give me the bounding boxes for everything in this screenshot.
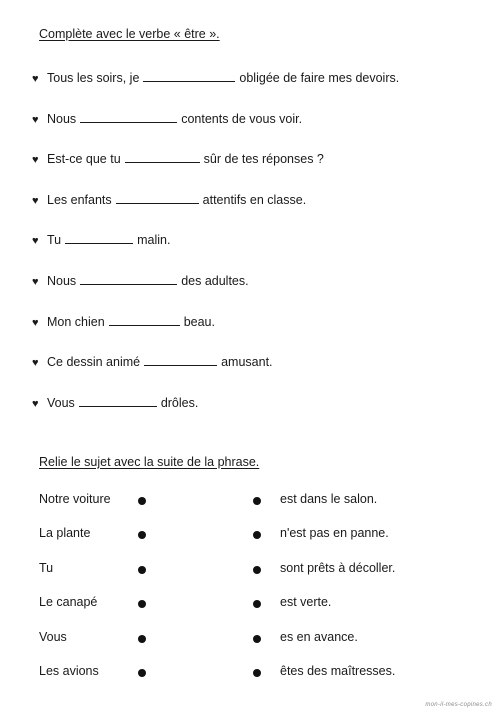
answer-blank[interactable]	[79, 394, 157, 407]
sentence-start: Mon chien	[47, 314, 105, 329]
answer-blank[interactable]	[109, 313, 180, 326]
sentence-end: beau.	[183, 314, 215, 329]
sentence-end: contents de vous voir.	[181, 111, 303, 126]
exercise1-title: Complète avec le verbe « être ».	[39, 27, 220, 41]
sentence-start: Tu	[47, 233, 62, 248]
heart-bullet-icon: ♥	[32, 154, 39, 167]
ending-label: est dans le salon.	[280, 492, 378, 506]
fill-in-list	[32, 69, 399, 434]
right-dot-icon[interactable]	[253, 635, 261, 643]
fill-in-item	[32, 394, 399, 435]
matching-row	[0, 630, 500, 664]
matching-row	[0, 492, 500, 526]
fill-in-item	[32, 313, 399, 354]
fill-in-item	[32, 272, 399, 313]
sentence-start: Nous	[47, 111, 77, 126]
heart-bullet-icon: ♥	[32, 235, 39, 248]
fill-in-item	[32, 231, 399, 272]
sentence-start: Vous	[47, 395, 75, 410]
answer-blank[interactable]	[65, 231, 133, 244]
subject-label: Notre voiture	[39, 492, 111, 506]
sentence-end: attentifs en classe.	[202, 192, 307, 207]
matching-row	[0, 664, 500, 698]
subject-label: Tu	[39, 560, 54, 575]
fill-in-item	[32, 191, 399, 232]
sentence-start: Est-ce que tu	[47, 152, 121, 167]
sentence-end: obligée de faire mes devoirs.	[239, 71, 400, 85]
heart-bullet-icon: ♥	[32, 275, 39, 288]
ending-label: es en avance.	[280, 629, 358, 644]
answer-blank[interactable]	[143, 69, 235, 82]
heart-bullet-icon: ♥	[32, 397, 39, 410]
heart-bullet-icon: ♥	[32, 194, 39, 207]
sentence-end: malin.	[137, 233, 171, 248]
right-dot-icon[interactable]	[253, 497, 261, 505]
right-dot-icon[interactable]	[253, 566, 261, 574]
sentence-end: sûr de tes réponses ?	[203, 152, 324, 167]
fill-in-item	[32, 353, 399, 394]
sentence-end: amusant.	[221, 355, 273, 370]
left-dot-icon[interactable]	[138, 600, 146, 608]
fill-in-item	[32, 110, 399, 151]
sentence-end: drôles.	[160, 395, 199, 410]
sentence-start: Les enfants	[47, 192, 112, 207]
sentence-start: Nous	[47, 273, 77, 288]
left-dot-icon[interactable]	[138, 635, 146, 643]
subject-label: La plante	[39, 526, 91, 541]
exercise2-title: Relie le sujet avec la suite de la phrase.	[39, 455, 260, 469]
matching-row	[0, 561, 500, 595]
ending-label: êtes des maîtresses.	[280, 663, 396, 678]
ending-label: est verte.	[280, 595, 332, 610]
matching-exercise	[0, 492, 500, 698]
ending-label: sont prêts à décoller.	[280, 560, 396, 575]
matching-row	[0, 526, 500, 560]
answer-blank[interactable]	[125, 150, 200, 163]
answer-blank[interactable]	[80, 110, 177, 123]
watermark: mon-il-mes-copines.ch	[425, 702, 492, 708]
sentence-end: des adultes.	[181, 273, 249, 288]
sentence-start: Ce dessin animé	[47, 355, 141, 370]
answer-blank[interactable]	[116, 191, 199, 204]
heart-bullet-icon: ♥	[32, 316, 39, 329]
subject-label: Les avions	[39, 663, 99, 678]
sentence-start: Tous les soirs, je	[47, 71, 140, 85]
fill-in-item	[32, 150, 399, 191]
answer-blank[interactable]	[80, 272, 177, 285]
subject-label: Le canapé	[39, 595, 98, 610]
left-dot-icon[interactable]	[138, 531, 146, 539]
right-dot-icon[interactable]	[253, 669, 261, 677]
heart-bullet-icon: ♥	[32, 73, 39, 85]
fill-in-item	[32, 69, 399, 110]
left-dot-icon[interactable]	[138, 566, 146, 574]
left-dot-icon[interactable]	[138, 669, 146, 677]
ending-label: n'est pas en panne.	[280, 526, 389, 541]
right-dot-icon[interactable]	[253, 531, 261, 539]
matching-row	[0, 595, 500, 629]
subject-label: Vous	[39, 629, 67, 644]
heart-bullet-icon: ♥	[32, 113, 39, 126]
answer-blank[interactable]	[144, 353, 217, 366]
right-dot-icon[interactable]	[253, 600, 261, 608]
heart-bullet-icon: ♥	[32, 357, 39, 370]
left-dot-icon[interactable]	[138, 497, 146, 505]
